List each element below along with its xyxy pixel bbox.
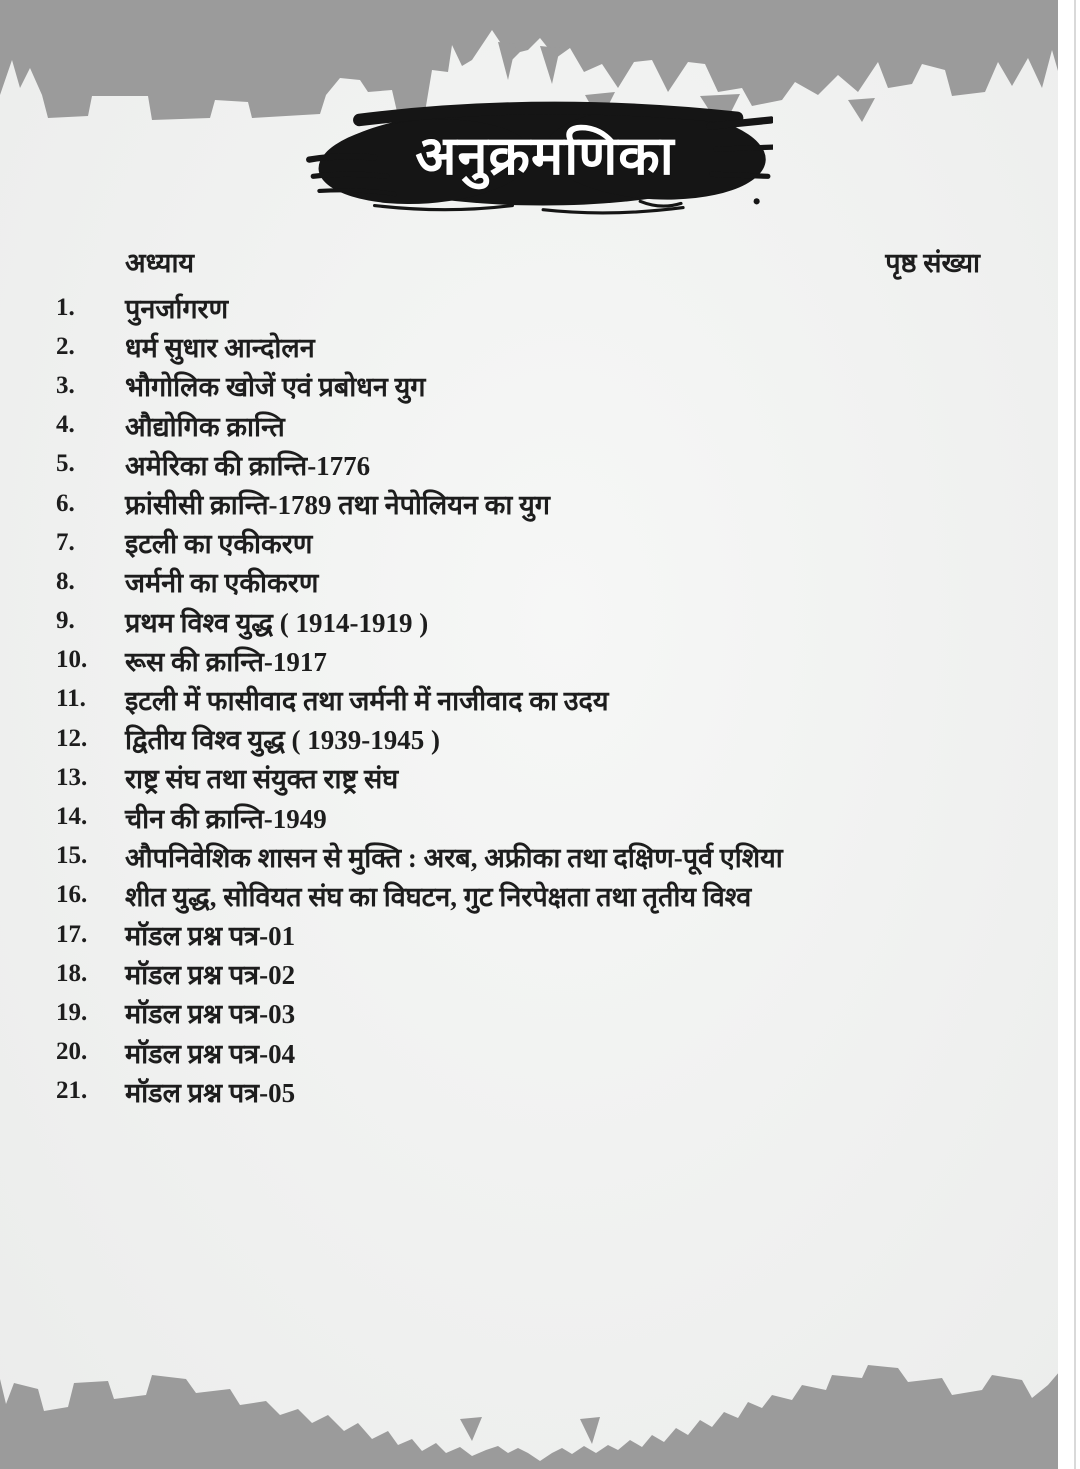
chapter-number: 17.: [56, 920, 88, 948]
toc-row: [0, 366, 1080, 405]
toc-row: [0, 1033, 1080, 1072]
chapter-number: 2.: [56, 332, 75, 360]
toc-row: [0, 993, 1080, 1032]
toc-row: [0, 1072, 1080, 1111]
toc-row: [0, 680, 1080, 719]
page-title: अनुक्रमणिका: [415, 126, 675, 186]
chapter-title: धर्म सुधार आन्दोलन: [125, 333, 315, 364]
chapter-number: 14.: [56, 803, 88, 831]
chapter-number: 9.: [56, 607, 75, 635]
chapter-number: 6.: [56, 489, 75, 517]
chapter-number: 10.: [56, 646, 88, 674]
page-edge-line: [1074, 0, 1076, 1469]
chapter-number: 16.: [56, 881, 88, 909]
toc-row: [0, 602, 1080, 641]
toc-row: [0, 797, 1080, 836]
chapter-number: 13.: [56, 763, 88, 791]
chapter-title: औद्योगिक क्रान्ति: [125, 411, 285, 442]
toc-row: [0, 484, 1080, 523]
chapter-title: पुनर्जागरण: [125, 294, 229, 325]
chapter-title: इटली का एकीकरण: [125, 529, 313, 560]
chapter-title: फ्रांसीसी क्रान्ति-1789 तथा नेपोलियन का युग: [125, 490, 550, 521]
chapter-number: 12.: [56, 724, 88, 752]
toc-row: [0, 327, 1080, 366]
chapter-title: मॉडल प्रश्न पत्र-04: [125, 1038, 296, 1069]
toc-row: [0, 445, 1080, 484]
page-scan-edge: [1058, 0, 1080, 1469]
toc-row: [0, 288, 1080, 327]
chapter-title: मॉडल प्रश्न पत्र-03: [125, 999, 296, 1030]
toc-row: [0, 915, 1080, 954]
toc-row: [0, 758, 1080, 797]
chapter-number: 15.: [56, 842, 88, 870]
title-banner: [303, 97, 773, 217]
page-number-column-header: पृष्ठ संख्या: [885, 248, 980, 278]
chapter-number: 11.: [56, 685, 86, 713]
chapter-number: 1.: [56, 293, 75, 321]
chapter-title: शीत युद्ध, सोवियत संघ का विघटन, गुट निरपेक्षता तथा तृतीय विश्व: [125, 881, 752, 912]
toc-row: [0, 954, 1080, 993]
chapter-title: मॉडल प्रश्न पत्र-05: [125, 1077, 296, 1108]
toc-rows: [0, 288, 1080, 1111]
toc-row: [0, 837, 1080, 876]
chapter-title: इटली में फासीवाद तथा जर्मनी में नाजीवाद का उदय: [125, 685, 609, 716]
chapter-title: रूस की क्रान्ति-1917: [125, 646, 327, 677]
chapter-number: 8.: [56, 567, 75, 595]
chapter-number: 20.: [56, 1038, 88, 1066]
chapter-title: राष्ट्र संघ तथा संयुक्त राष्ट्र संघ: [125, 764, 399, 795]
torn-paper-bottom-edge: [0, 1349, 1060, 1469]
toc-row: [0, 876, 1080, 915]
chapter-number: 3.: [56, 371, 75, 399]
chapter-title: चीन की क्रान्ति-1949: [125, 803, 327, 834]
toc-row: [0, 719, 1080, 758]
chapter-number: 21.: [56, 1077, 88, 1105]
chapter-number: 18.: [56, 959, 88, 987]
chapter-title: मॉडल प्रश्न पत्र-01: [125, 921, 296, 952]
chapter-title: भौगोलिक खोजें एवं प्रबोधन युग: [125, 372, 426, 403]
toc-column-headers: [125, 243, 980, 280]
chapter-number: 5.: [56, 450, 75, 478]
chapter-title: औपनिवेशिक शासन से मुक्ति : अरब, अफ्रीका तथा दक्षिण-पूर्व एशिया: [125, 842, 783, 873]
chapter-title: अमेरिका की क्रान्ति-1776: [125, 450, 371, 481]
chapter-number: 4.: [56, 411, 75, 439]
toc-row: [0, 641, 1080, 680]
chapter-column-header: अध्याय: [125, 248, 195, 278]
toc-row: [0, 523, 1080, 562]
chapter-number: 19.: [56, 998, 88, 1026]
chapter-title: प्रथम विश्व युद्ध ( 1914-1919 ): [125, 607, 429, 638]
chapter-title: मॉडल प्रश्न पत्र-02: [125, 960, 296, 991]
chapter-number: 7.: [56, 528, 75, 556]
toc-row: [0, 562, 1080, 601]
toc-row: [0, 406, 1080, 445]
chapter-title: द्वितीय विश्व युद्ध ( 1939-1945 ): [125, 725, 441, 756]
chapter-title: जर्मनी का एकीकरण: [125, 568, 319, 599]
